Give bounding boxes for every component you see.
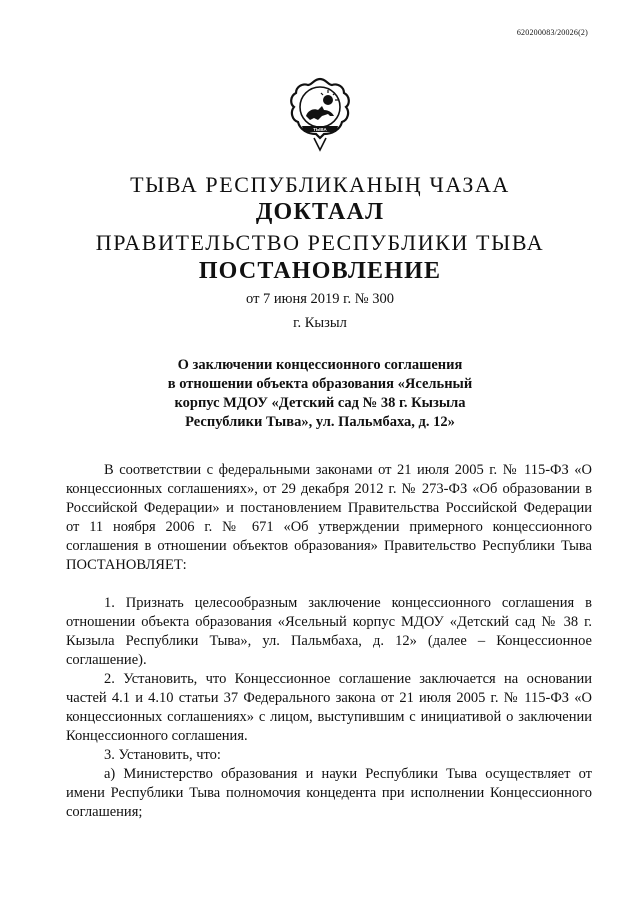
subject-title: [140, 356, 500, 432]
tuva-coat-of-arms-icon: [288, 76, 352, 154]
emblem-text: ТЫВА: [313, 127, 327, 132]
header-government-tyva: ПРАВИТЕЛЬСТВО РЕСПУБЛИКИ ТЫВА: [95, 230, 545, 255]
clause-1-paragraph: 1. Признать целесообразным заключение концессионного соглашения в отношении объекта образования «Ясельный корпус МДОУ «Детский сад № 38 г. Кызыла Республики Тыва», ул. Пальмбаха, д. 12» (далее – Концессионное соглашение).: [66, 595, 592, 668]
subject-line: О заключении концессионного соглашения: [177, 357, 463, 373]
header-doktaal: ДОКТААЛ: [255, 199, 385, 225]
preamble-paragraph: В соответствии с федеральными законами от 21 июля 2005 г. № 115-ФЗ «О концессионных соглашениях», от 29 декабря 2012 г. № 273-ФЗ «Об образовании в Российской Федерации» и постановлением Правительства Российской Федерации от 11 ноября 2006 г. № 671 «Об утверждении примерного концессионного соглашения в отношении объектов образования» Правительство Республики Тыва ПОСТАНОВЛЯЕТ:: [66, 462, 592, 573]
clause-2-paragraph: 2. Установить, что Концессионное соглашение заключается на основании частей 4.1 и 4.10 статьи 37 Федерального закона от 21 июля 2005 г. № 115-ФЗ «О концессионных соглашениях» с лицом, выступившим с инициативой о заключении Концессионного соглашения.: [66, 671, 592, 744]
document-number: 620200083/20026(2): [516, 28, 588, 37]
header-tuvan-government: ТЫВА РЕСПУБЛИКАНЫҢ ЧАЗАА: [130, 172, 510, 197]
header-postanovlenie: ПОСТАНОВЛЕНИЕ: [198, 258, 442, 284]
clause-3a-paragraph: а) Министерство образования и науки Республики Тыва осуществляет от имени Республики Тыва полномочия концедента при исполнении Концессионного соглашения;: [66, 766, 592, 820]
clause-3-paragraph: 3. Установить, что:: [104, 747, 221, 763]
city-line: г. Кызыл: [293, 315, 347, 331]
date-number-line: от 7 июня 2019 г. № 300: [246, 291, 394, 307]
document-body: [66, 461, 592, 822]
subject-line: корпус МДОУ «Детский сад № 38 г. Кызыла: [174, 395, 466, 411]
subject-line: в отношении объекта образования «Ясельный: [167, 376, 473, 392]
subject-line: Республики Тыва», ул. Пальмбаха, д. 12»: [185, 414, 455, 430]
